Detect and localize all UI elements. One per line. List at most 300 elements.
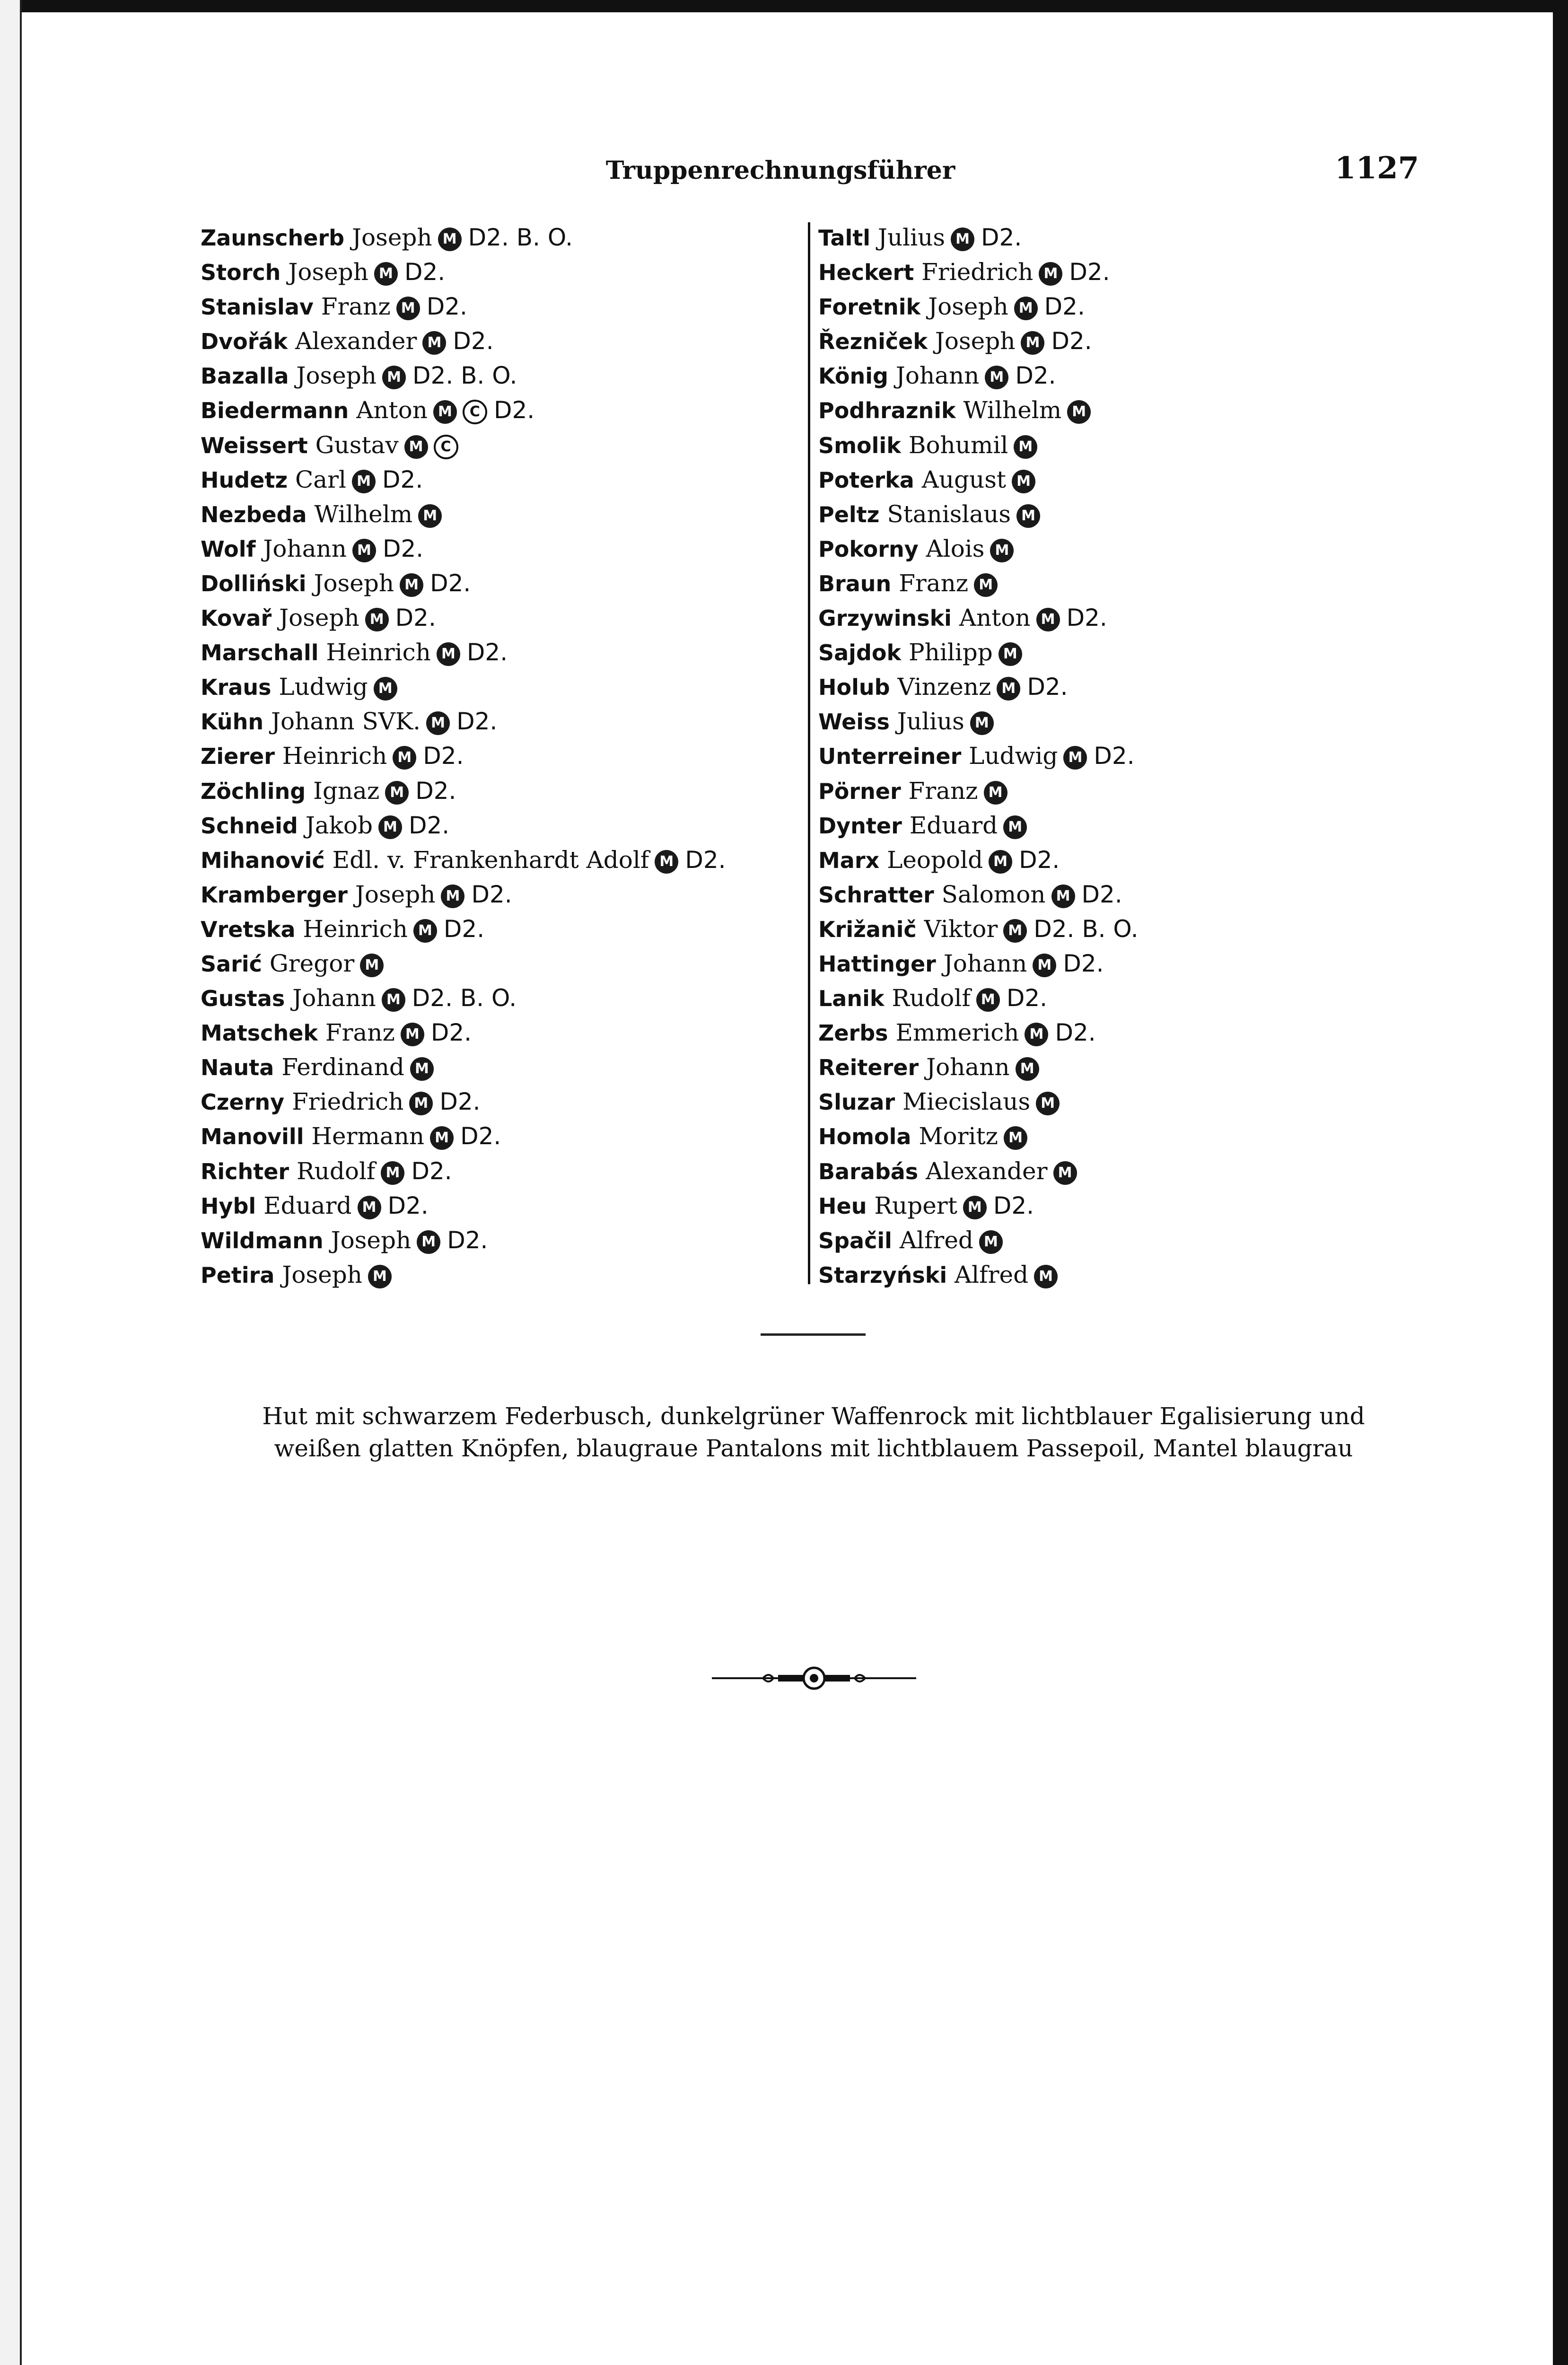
entry-surname: Unterreiner [818, 744, 962, 770]
entry-decoration-suffix: D2. [1015, 362, 1056, 390]
entry-given-name: Bohumil [908, 431, 1008, 459]
entry-given-name: Ludwig [279, 673, 368, 701]
circled-m-icon: M [1036, 1092, 1060, 1115]
entry-decoration-suffix: D2. [423, 742, 464, 770]
entry-given-name: Johann [895, 362, 980, 390]
circled-m-icon: M [437, 642, 460, 666]
roster-entry [818, 774, 1386, 808]
scan-border-right [1553, 0, 1568, 2365]
entry-surname: Reiterer [818, 1055, 919, 1081]
entry-surname: Podhraznik [818, 398, 956, 424]
roster-entry [201, 1085, 797, 1119]
entry-given-name: Joseph [279, 604, 359, 632]
circled-m-icon: M [378, 815, 402, 839]
entry-given-name: Philipp [908, 639, 993, 666]
entry-decoration-suffix: D2. [1069, 258, 1110, 286]
entry-surname: Hybl [201, 1193, 256, 1219]
circled-m-icon: M [410, 1057, 434, 1081]
entry-surname: Križanič [818, 916, 917, 942]
roster-entry [201, 843, 797, 877]
entry-given-name: Johann [926, 1053, 1010, 1081]
entry-given-name: Carl [295, 465, 347, 493]
entry-given-name: Alexander [926, 1157, 1048, 1185]
roster-entry [201, 912, 797, 946]
roster-entry [818, 981, 1386, 1016]
circled-m-icon: M [963, 1196, 987, 1219]
circled-m-icon: M [1012, 470, 1035, 493]
entry-surname: Heu [818, 1193, 867, 1219]
circled-m-icon: M [401, 1023, 424, 1046]
entry-surname: Grzywinski [818, 605, 952, 631]
running-header: Truppenrechnungsführer [605, 156, 955, 185]
entry-surname: Barabás [818, 1158, 919, 1184]
entry-surname: Weiss [818, 709, 890, 735]
roster-entry [818, 670, 1386, 704]
entry-surname: Zöchling [201, 778, 306, 804]
roster-entry [818, 324, 1386, 359]
entry-given-name: Stanislaus [887, 500, 1011, 528]
entry-given-name: Joseph [355, 880, 436, 908]
entry-surname: Wildmann [201, 1227, 324, 1253]
roster-entry [201, 393, 797, 428]
entry-given-name: Salomon [941, 880, 1046, 908]
entry-surname: Mihanović [201, 847, 325, 873]
circled-m-icon: M [441, 885, 464, 908]
roster-entry [818, 1154, 1386, 1189]
entry-given-name: Anton [959, 604, 1031, 632]
entry-surname: Bazalla [201, 363, 289, 389]
circled-m-icon: M [433, 400, 457, 424]
circled-m-icon: M [951, 228, 974, 251]
entry-given-name: Ignaz [313, 777, 380, 805]
roster-entry [201, 324, 797, 359]
entry-decoration-suffix: D2. [395, 604, 436, 632]
entry-given-name: Gregor [269, 949, 355, 977]
entry-surname: Sluzar [818, 1089, 895, 1115]
entry-surname: Nezbeda [201, 501, 307, 527]
circled-m-icon: M [1063, 746, 1087, 770]
roster-entry [201, 255, 797, 289]
circled-m-icon: M [418, 504, 442, 528]
circled-m-icon: M [1016, 1057, 1039, 1081]
circled-m-icon: M [1039, 262, 1062, 286]
roster-entry [201, 1223, 797, 1258]
roster-entry [818, 359, 1386, 393]
circled-m-icon: M [1025, 1023, 1048, 1046]
entry-surname: Sarić [201, 951, 262, 977]
entry-given-name: Joseph [928, 293, 1008, 321]
roster-entry [818, 808, 1386, 843]
entry-given-name: Eduard [263, 1191, 352, 1219]
entry-surname: Řezniček [818, 329, 928, 355]
entry-decoration-suffix: D2. [1051, 327, 1092, 355]
circled-m-icon: M [381, 1161, 404, 1185]
entry-decoration-suffix: D2. [993, 1191, 1034, 1219]
entry-surname: Peltz [818, 501, 880, 527]
entry-surname: Dolliński [201, 570, 307, 596]
entry-given-name: August [921, 465, 1007, 493]
entry-given-name: Alois [926, 534, 985, 562]
entry-surname: Marschall [201, 640, 319, 666]
roster-entry [201, 220, 797, 255]
entry-surname: Kramberger [201, 882, 348, 908]
roster-entry [201, 1154, 797, 1189]
circled-m-icon: M [413, 919, 437, 943]
entry-given-name: Leopold [887, 846, 983, 874]
end-ornament-icon [712, 1659, 916, 1697]
circled-c-icon: C [463, 400, 487, 424]
roster-entry [818, 1223, 1386, 1258]
entry-decoration-suffix: D2. [447, 1226, 488, 1254]
uniform-description-line: Hut mit schwarzem Federbusch, dunkelgrüner Waffenrock mit lichtblauer Egalisierung und [262, 1402, 1365, 1430]
entry-surname: Holub [818, 674, 890, 701]
entry-given-name: Miecislaus [902, 1088, 1031, 1116]
roster-entry [818, 877, 1386, 912]
entry-surname: Schratter [818, 882, 934, 908]
entry-surname: Biedermann [201, 398, 349, 424]
entry-given-name: Rudolf [296, 1157, 376, 1185]
roster-entry [201, 635, 797, 670]
circled-m-icon: M [1051, 885, 1075, 908]
entry-surname: Taltl [818, 225, 871, 251]
circled-m-icon: M [409, 1092, 433, 1115]
entry-surname: Dynter [818, 813, 902, 839]
entry-surname: Zerbs [818, 1020, 888, 1046]
entry-given-name: Julius [897, 708, 964, 736]
entry-decoration-suffix: D2. [1019, 846, 1060, 874]
uniform-description [199, 1400, 1428, 1464]
circled-m-icon: M [1067, 400, 1091, 424]
entry-decoration-suffix: D2. [1055, 1019, 1096, 1047]
entry-given-name: Jakob [305, 811, 373, 839]
roster-entry [201, 532, 797, 566]
roster-entry [818, 463, 1386, 497]
entry-given-name: Hermann [311, 1122, 425, 1150]
entry-given-name: Julius [877, 224, 946, 251]
entry-given-name: Joseph [331, 1226, 412, 1254]
roster-entry [818, 704, 1386, 739]
entry-decoration-suffix: D2. B. O. [412, 362, 517, 390]
entry-given-name: Wilhelm [963, 396, 1062, 424]
roster-entry [201, 1258, 797, 1292]
entry-decoration-suffix: D2. [411, 1157, 452, 1185]
entry-given-name: Johann [263, 534, 347, 562]
entry-given-name: Wilhelm [314, 500, 413, 528]
entry-surname: Matschek [201, 1020, 318, 1046]
entry-decoration-suffix: D2. [404, 258, 446, 286]
roster-entry [818, 1258, 1386, 1292]
entry-given-name: Gustav [315, 431, 399, 459]
scan-border-left [0, 0, 22, 2365]
entry-surname: Smolik [818, 432, 901, 458]
entry-given-name: Ferdinand [281, 1053, 404, 1081]
entry-given-name: Johann [943, 949, 1027, 977]
entry-decoration-suffix: D2. [471, 880, 512, 908]
circled-m-icon: M [1033, 954, 1056, 977]
roster-entry [201, 1050, 797, 1085]
entry-decoration-suffix: D2. [443, 915, 485, 943]
circled-m-icon: M [1034, 1265, 1058, 1288]
entry-surname: Kühn [201, 709, 264, 735]
entry-decoration-suffix: D2. [1066, 604, 1107, 632]
roster-entry [201, 704, 797, 739]
entry-decoration-suffix: D2. [439, 1088, 481, 1116]
entry-given-name: Vinzenz [897, 673, 991, 701]
circled-m-icon: M [984, 781, 1007, 805]
entry-surname: Heckert [818, 260, 914, 286]
entry-surname: Hudetz [201, 467, 288, 493]
entry-decoration-suffix: D2. B. O. [412, 984, 517, 1012]
roster-entry [818, 1050, 1386, 1085]
entry-decoration-suffix: D2. [685, 846, 726, 874]
entry-given-name: Joseph [296, 362, 377, 390]
entry-surname: Dvořák [201, 329, 288, 355]
circled-m-icon: M [417, 1230, 440, 1254]
column-divider [808, 222, 810, 1284]
entry-surname: Nauta [201, 1055, 274, 1081]
roster-entry [201, 739, 797, 773]
roster-entry [818, 1119, 1386, 1154]
entry-given-name: Johann SVK. [271, 708, 421, 736]
roster-entry [201, 1119, 797, 1154]
roster-entry [818, 289, 1386, 324]
scan-border-top [0, 0, 1568, 12]
entry-decoration-suffix: D2. [1044, 293, 1085, 321]
circled-m-icon: M [1021, 331, 1044, 355]
entry-given-name: Friedrich [292, 1088, 404, 1116]
circled-m-icon: M [655, 850, 678, 874]
entry-decoration-suffix: D2. [415, 777, 456, 805]
entry-given-name: Alfred [955, 1261, 1029, 1288]
circled-m-icon: M [999, 642, 1022, 666]
entry-given-name: Franz [325, 1019, 395, 1047]
circled-m-icon: M [385, 781, 409, 805]
entry-given-name: Emmerich [895, 1019, 1019, 1047]
entry-given-name: Anton [356, 396, 428, 424]
entry-given-name: Johann [292, 984, 376, 1012]
roster-entry [818, 1085, 1386, 1119]
section-rule [761, 1333, 866, 1336]
entry-given-name: Heinrich [282, 742, 387, 770]
entry-decoration-suffix: D2. [453, 327, 494, 355]
entry-surname: Kovař [201, 605, 272, 631]
entry-given-name: Heinrich [326, 639, 431, 666]
circled-m-icon: M [438, 228, 462, 251]
roster-entry [201, 808, 797, 843]
circled-m-icon: M [1003, 919, 1027, 943]
roster-entry [818, 497, 1386, 532]
roster-entry [201, 359, 797, 393]
circled-m-icon: M [358, 1196, 381, 1219]
roster-entry [201, 1016, 797, 1050]
entry-decoration-suffix: D2. [981, 224, 1022, 251]
roster-entry [818, 1189, 1386, 1223]
roster-entry [201, 428, 797, 463]
circled-m-icon: M [985, 366, 1008, 389]
entry-given-name: Joseph [288, 258, 368, 286]
entry-given-name: Moritz [919, 1122, 998, 1150]
roster-entry [201, 981, 797, 1016]
entry-decoration-suffix: D2. [382, 465, 423, 493]
entry-surname: Czerny [201, 1089, 285, 1115]
roster-entry [818, 912, 1386, 946]
roster-entry [818, 255, 1386, 289]
circled-m-icon: M [974, 573, 998, 597]
roster-entry [818, 601, 1386, 635]
circled-m-icon: M [1004, 1126, 1027, 1150]
entry-surname: Lanik [818, 986, 885, 1012]
circled-m-icon: M [352, 539, 376, 562]
entry-surname: Zaunscherb [201, 225, 345, 251]
entry-decoration-suffix: D2. [1063, 949, 1104, 977]
circled-m-icon: M [1053, 1161, 1077, 1185]
circled-m-icon: M [989, 850, 1012, 874]
roster-entry [201, 566, 797, 601]
circled-m-icon: M [393, 746, 416, 770]
entry-surname: Hattinger [818, 951, 936, 977]
circled-m-icon: M [382, 366, 406, 389]
circled-m-icon: M [368, 1265, 392, 1288]
circled-m-icon: M [1014, 435, 1037, 459]
entry-given-name: Franz [908, 777, 978, 805]
entry-surname: Manovill [201, 1124, 304, 1150]
circled-m-icon: M [374, 677, 397, 701]
entry-given-name: Joseph [314, 569, 394, 597]
roster-entry [201, 946, 797, 981]
entry-surname: Wolf [201, 536, 256, 562]
roster-entry [201, 877, 797, 912]
roster-entry [818, 1016, 1386, 1050]
entry-given-name: Alexander [295, 327, 417, 355]
entry-decoration-suffix: D2. [1006, 984, 1048, 1012]
entry-surname: Sajdok [818, 640, 902, 666]
entry-surname: Richter [201, 1158, 289, 1184]
entry-surname: Storch [201, 260, 281, 286]
circled-m-icon: M [1014, 297, 1038, 320]
entry-given-name: Alfred [899, 1226, 973, 1254]
circled-m-icon: M [1016, 504, 1040, 528]
roster-entry [818, 532, 1386, 566]
entry-surname: Marx [818, 847, 880, 873]
left-name-column [201, 220, 797, 1292]
entry-surname: Starzyński [818, 1262, 947, 1288]
roster-entry [818, 946, 1386, 981]
entry-surname: Pörner [818, 778, 901, 804]
entry-surname: Vretska [201, 916, 296, 942]
entry-surname: Pokorny [818, 536, 919, 562]
roster-entry [201, 289, 797, 324]
circled-m-icon: M [396, 297, 420, 320]
circled-m-icon: M [374, 262, 398, 286]
entry-surname: Spačil [818, 1227, 892, 1253]
entry-decoration-suffix: D2. B. O. [468, 224, 573, 251]
entry-given-name: Joseph [935, 327, 1016, 355]
entry-given-name: Heinrich [303, 915, 408, 943]
right-name-column [818, 220, 1386, 1292]
entry-decoration-suffix: D2. [430, 1019, 472, 1047]
roster-entry [818, 566, 1386, 601]
circled-m-icon: M [990, 539, 1014, 562]
entry-given-name: Franz [321, 293, 391, 321]
circled-m-icon: M [360, 954, 384, 977]
entry-surname: Zierer [201, 744, 275, 770]
entry-decoration-suffix: D2. [1027, 673, 1068, 701]
entry-given-name: Joseph [282, 1261, 362, 1288]
roster-entry [201, 670, 797, 704]
circled-m-icon: M [352, 470, 376, 493]
roster-entry [201, 601, 797, 635]
entry-decoration-suffix: D2. [466, 639, 508, 666]
circled-m-icon: M [365, 608, 389, 631]
entry-surname: König [818, 363, 888, 389]
entry-given-name: Joseph [352, 224, 432, 251]
entry-given-name: Rupert [874, 1191, 957, 1219]
roster-entry [818, 393, 1386, 428]
entry-surname: Stanislav [201, 294, 314, 320]
entry-surname: Homola [818, 1124, 911, 1150]
circled-m-icon: M [430, 1126, 454, 1150]
entry-surname: Kraus [201, 674, 272, 701]
entry-surname: Petira [201, 1262, 275, 1288]
entry-decoration-suffix: D2. [456, 708, 498, 736]
entry-given-name: Franz [899, 569, 969, 597]
entry-surname: Weissert [201, 432, 308, 458]
entry-decoration-suffix: D2. B. O. [1034, 915, 1139, 943]
entry-given-name: Ludwig [969, 742, 1058, 770]
entry-surname: Braun [818, 570, 892, 596]
entry-decoration-suffix: D2. [1094, 742, 1135, 770]
entry-decoration-suffix: D2. [493, 396, 535, 424]
entry-decoration-suffix: D2. [408, 811, 450, 839]
roster-entry [201, 463, 797, 497]
circled-m-icon: M [1036, 608, 1060, 631]
entry-given-name: Viktor [924, 915, 998, 943]
entry-given-name: Eduard [909, 811, 998, 839]
entry-given-name: Edl. v. Frankenhardt Adolf [332, 846, 649, 874]
entry-given-name: Friedrich [921, 258, 1034, 286]
roster-entry [818, 843, 1386, 877]
circled-m-icon: M [976, 988, 1000, 1012]
roster-entry [201, 1189, 797, 1223]
entry-surname: Poterka [818, 467, 914, 493]
entry-decoration-suffix: D2. [460, 1122, 501, 1150]
roster-entry [201, 774, 797, 808]
roster-entry [818, 220, 1386, 255]
entry-decoration-suffix: D2. [1081, 880, 1122, 908]
circled-m-icon: M [426, 711, 450, 735]
entry-surname: Gustas [201, 986, 285, 1012]
circled-m-icon: M [404, 435, 428, 459]
circled-m-icon: M [1003, 815, 1027, 839]
circled-c-icon: C [434, 435, 458, 459]
circled-m-icon: M [400, 573, 423, 597]
circled-m-icon: M [997, 677, 1020, 701]
entry-surname: Schneid [201, 813, 298, 839]
entry-given-name: Rudolf [892, 984, 971, 1012]
entry-decoration-suffix: D2. [387, 1191, 429, 1219]
entry-decoration-suffix: D2. [426, 293, 467, 321]
page-number: 1127 [1334, 150, 1419, 186]
roster-entry [818, 739, 1386, 773]
entry-decoration-suffix: D2. [382, 534, 424, 562]
uniform-description-line: weißen glatten Knöpfen, blaugraue Pantalons mit lichtblauem Passepoil, Mantel blaugrau [274, 1435, 1353, 1462]
circled-m-icon: M [979, 1230, 1003, 1254]
circled-m-icon: M [970, 711, 994, 735]
circled-m-icon: M [382, 988, 405, 1012]
circled-m-icon: M [422, 331, 446, 355]
entry-decoration-suffix: D2. [430, 569, 471, 597]
roster-entry [201, 497, 797, 532]
